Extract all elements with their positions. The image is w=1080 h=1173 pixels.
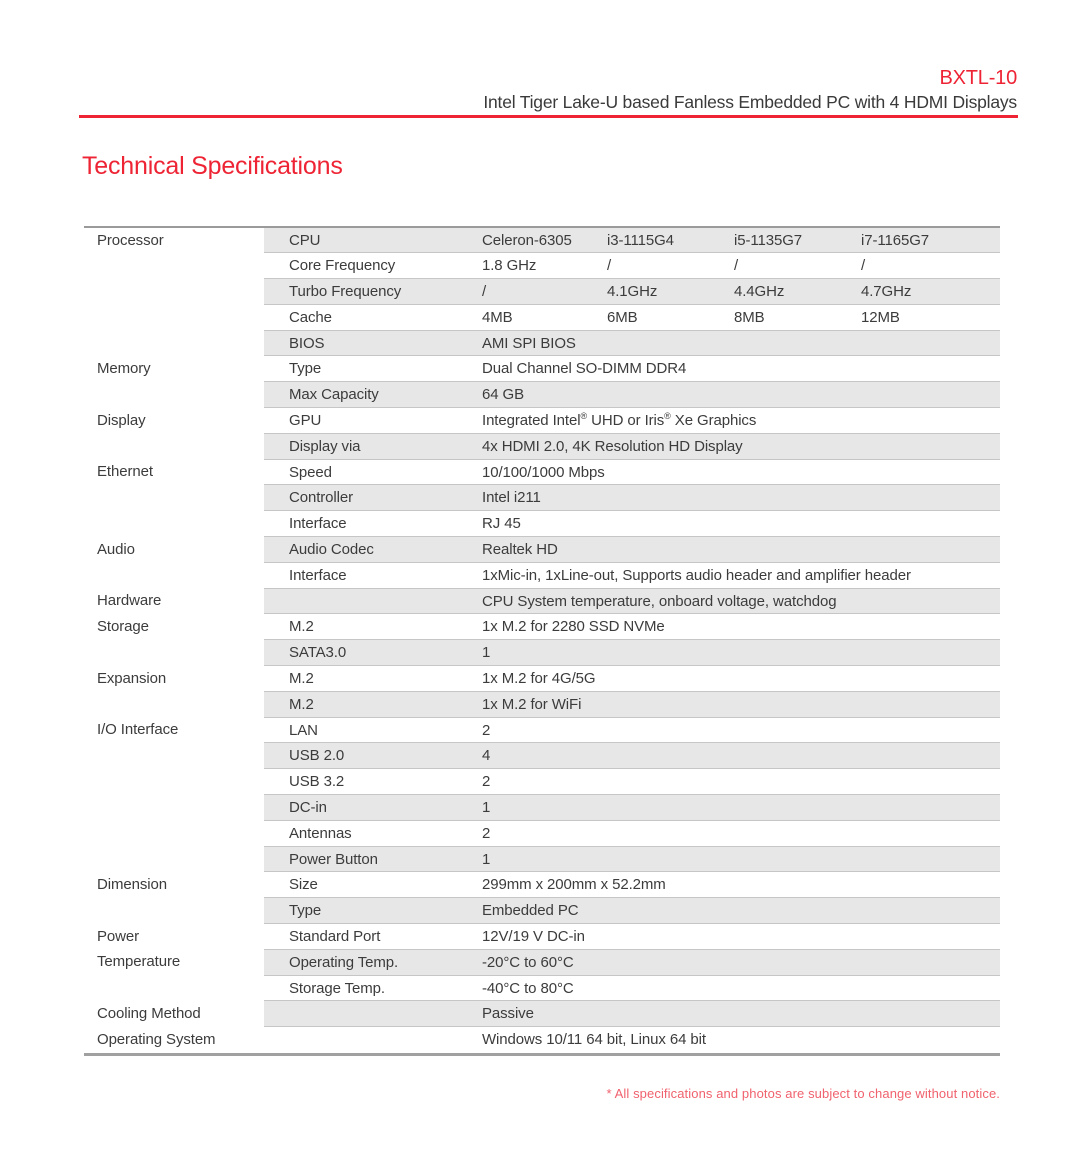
spec-sublabel: Core Frequency <box>264 253 482 279</box>
spec-sublabel: Speed <box>264 459 482 485</box>
spec-sublabel: Standard Port <box>264 924 482 950</box>
spec-row <box>84 614 1000 640</box>
spec-category: I/O Interface <box>84 717 264 872</box>
spec-table-body <box>84 227 1000 1054</box>
spec-value: / <box>734 253 861 279</box>
spec-sublabel: M.2 <box>264 691 482 717</box>
spec-value: -40°C to 80°C <box>482 975 1000 1001</box>
spec-value: 6MB <box>607 304 734 330</box>
spec-row <box>84 1027 1000 1054</box>
page-title: Technical Specifications <box>82 152 343 180</box>
spec-category: Audio <box>84 537 264 589</box>
spec-sublabel: CPU <box>264 227 482 253</box>
spec-value: / <box>861 253 1000 279</box>
spec-value: Windows 10/11 64 bit, Linux 64 bit <box>482 1027 1000 1054</box>
spec-category: Expansion <box>84 666 264 718</box>
product-model: BXTL-10 <box>939 67 1017 89</box>
spec-category: Hardware <box>84 588 264 614</box>
spec-row <box>84 537 1000 563</box>
spec-value: 64 GB <box>482 382 1000 408</box>
spec-value: 2 <box>482 820 1000 846</box>
spec-value: 1 <box>482 795 1000 821</box>
spec-category: Power <box>84 924 264 950</box>
spec-sublabel: Display via <box>264 433 482 459</box>
header-divider-rule <box>79 115 1018 118</box>
spec-sublabel: Antennas <box>264 820 482 846</box>
spec-category: Cooling Method <box>84 1001 264 1027</box>
spec-value: 4MB <box>482 304 607 330</box>
spec-category: Memory <box>84 356 264 408</box>
spec-category: Operating System <box>84 1027 264 1054</box>
spec-sublabel: LAN <box>264 717 482 743</box>
spec-sublabel: USB 2.0 <box>264 743 482 769</box>
spec-value: AMI SPI BIOS <box>482 330 1000 356</box>
spec-value: CPU System temperature, onboard voltage, watchdog <box>482 588 1000 614</box>
spec-sublabel: M.2 <box>264 614 482 640</box>
spec-value: RJ 45 <box>482 511 1000 537</box>
spec-sublabel: Interface <box>264 511 482 537</box>
spec-value: 10/100/1000 Mbps <box>482 459 1000 485</box>
spec-value: 4.1GHz <box>607 279 734 305</box>
spec-value: 4 <box>482 743 1000 769</box>
spec-category: Temperature <box>84 949 264 1001</box>
spec-value: Dual Channel SO-DIMM DDR4 <box>482 356 1000 382</box>
spec-row <box>84 408 1000 434</box>
spec-sublabel <box>264 1001 482 1027</box>
spec-value: 4.4GHz <box>734 279 861 305</box>
spec-value: 12MB <box>861 304 1000 330</box>
spec-value: Passive <box>482 1001 1000 1027</box>
spec-table <box>84 226 1000 1056</box>
spec-sublabel: Cache <box>264 304 482 330</box>
spec-value: 2 <box>482 717 1000 743</box>
spec-value: i7-1165G7 <box>861 227 1000 253</box>
spec-sublabel: Audio Codec <box>264 537 482 563</box>
spec-value: 1 <box>482 846 1000 872</box>
spec-value: 299mm x 200mm x 52.2mm <box>482 872 1000 898</box>
spec-sublabel: Turbo Frequency <box>264 279 482 305</box>
spec-value: -20°C to 60°C <box>482 949 1000 975</box>
spec-row <box>84 227 1000 253</box>
spec-sublabel <box>264 588 482 614</box>
spec-sublabel: Size <box>264 872 482 898</box>
spec-sublabel: Type <box>264 356 482 382</box>
spec-value: 4x HDMI 2.0, 4K Resolution HD Display <box>482 433 1000 459</box>
spec-sublabel: Power Button <box>264 846 482 872</box>
spec-sublabel: SATA3.0 <box>264 640 482 666</box>
spec-row <box>84 872 1000 898</box>
spec-value: 1x M.2 for WiFi <box>482 691 1000 717</box>
footnote: * All specifications and photos are subject to change without notice. <box>606 1086 1000 1101</box>
spec-value: Celeron-6305 <box>482 227 607 253</box>
spec-row <box>84 924 1000 950</box>
spec-row <box>84 459 1000 485</box>
header <box>483 66 1017 113</box>
spec-value: 1x M.2 for 2280 SSD NVMe <box>482 614 1000 640</box>
spec-value: 1.8 GHz <box>482 253 607 279</box>
spec-value: 12V/19 V DC-in <box>482 924 1000 950</box>
spec-sublabel <box>264 1027 482 1054</box>
spec-row <box>84 717 1000 743</box>
spec-value: i5-1135G7 <box>734 227 861 253</box>
spec-value: Intel i211 <box>482 485 1000 511</box>
spec-value: Realtek HD <box>482 537 1000 563</box>
spec-sublabel: M.2 <box>264 666 482 692</box>
spec-row <box>84 356 1000 382</box>
spec-value: 4.7GHz <box>861 279 1000 305</box>
spec-sublabel: DC-in <box>264 795 482 821</box>
spec-category: Processor <box>84 227 264 356</box>
spec-sublabel: USB 3.2 <box>264 769 482 795</box>
spec-category: Storage <box>84 614 264 666</box>
spec-sublabel: Interface <box>264 562 482 588</box>
spec-sublabel: Controller <box>264 485 482 511</box>
spec-value: 8MB <box>734 304 861 330</box>
spec-sublabel: Operating Temp. <box>264 949 482 975</box>
spec-category: Ethernet <box>84 459 264 536</box>
spec-row <box>84 1001 1000 1027</box>
spec-value: 1x M.2 for 4G/5G <box>482 666 1000 692</box>
spec-value: 1 <box>482 640 1000 666</box>
spec-value: / <box>482 279 607 305</box>
spec-value: 2 <box>482 769 1000 795</box>
spec-category: Dimension <box>84 872 264 924</box>
spec-row <box>84 949 1000 975</box>
spec-sublabel: Max Capacity <box>264 382 482 408</box>
spec-value: 1xMic-in, 1xLine-out, Supports audio header and amplifier header <box>482 562 1000 588</box>
spec-value: / <box>607 253 734 279</box>
spec-value: i3-1115G4 <box>607 227 734 253</box>
spec-sublabel: GPU <box>264 408 482 434</box>
spec-value: Embedded PC <box>482 898 1000 924</box>
spec-value: Integrated Intel® UHD or Iris® Xe Graphics <box>482 408 1000 434</box>
spec-sublabel: Storage Temp. <box>264 975 482 1001</box>
spec-sublabel: Type <box>264 898 482 924</box>
spec-category: Display <box>84 408 264 460</box>
product-subtitle: Intel Tiger Lake-U based Fanless Embedded PC with 4 HDMI Displays <box>483 92 1017 112</box>
spec-row <box>84 666 1000 692</box>
spec-row <box>84 588 1000 614</box>
spec-sublabel: BIOS <box>264 330 482 356</box>
